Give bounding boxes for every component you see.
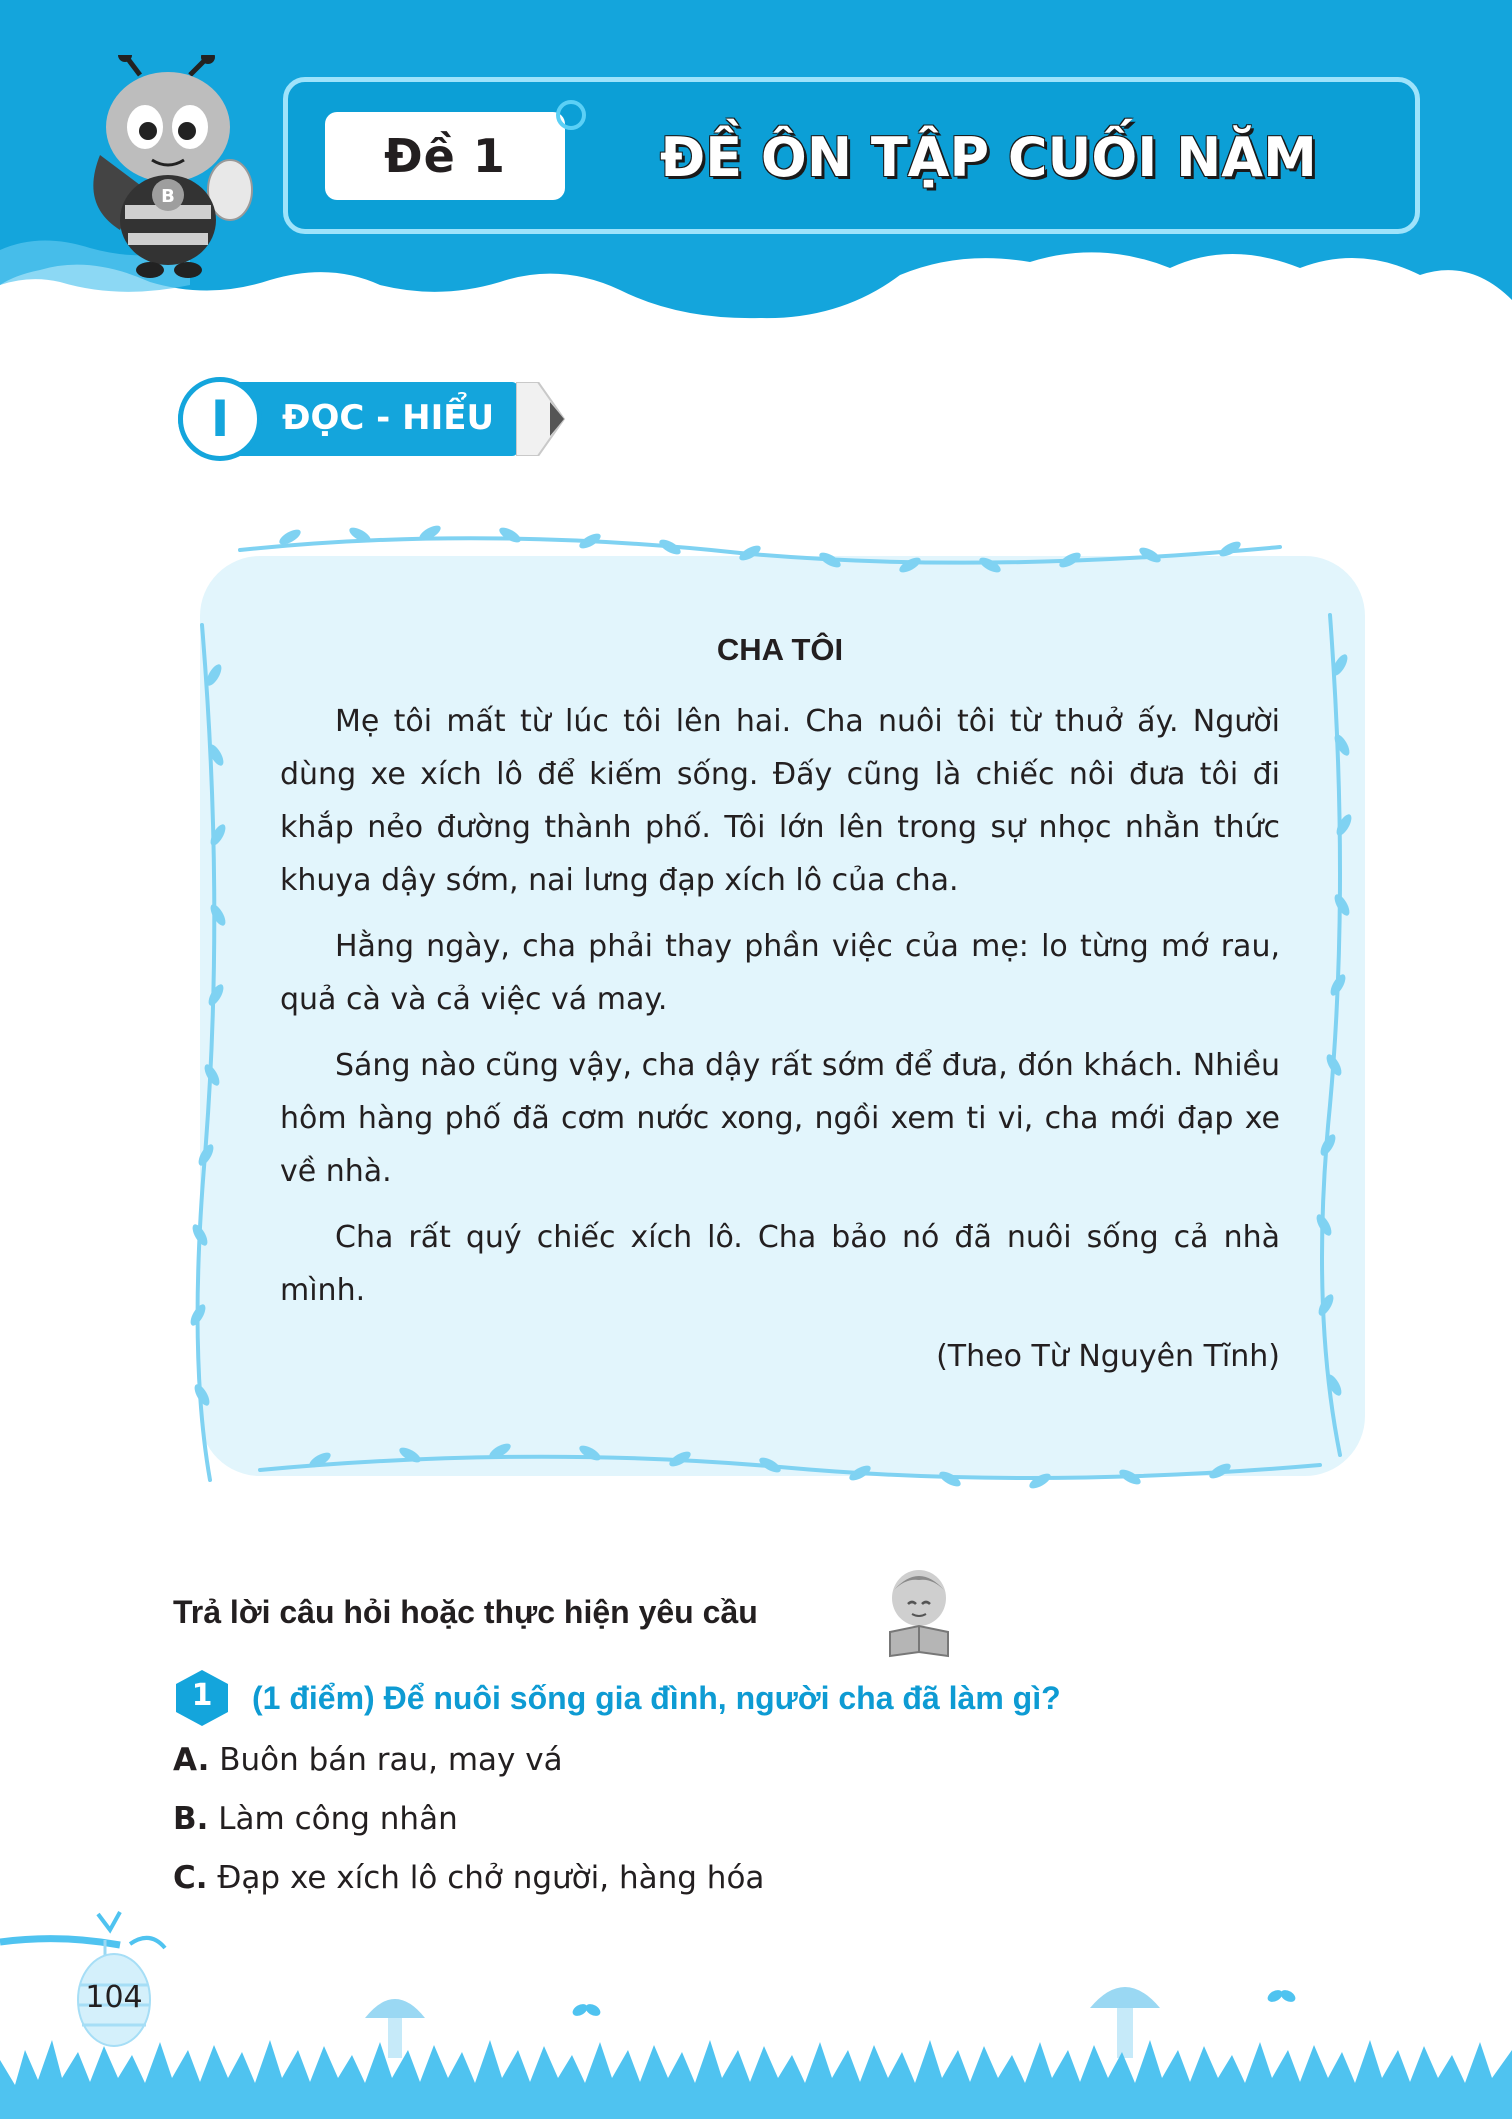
passage-paragraph-3: Sáng nào cũng vậy, cha dậy rất sớm để đưa, đón khách. Nhiều hôm hàng phố đã cơm nước xong, ngồi xem ti vi, cha mới đạp xe về nhà. [280, 1048, 1280, 1189]
exam-number: Đề 1 [384, 129, 506, 183]
tag-ring-icon [556, 100, 586, 130]
beehive-icon [78, 1912, 165, 2046]
passage-source: (Theo Từ Nguyên Tĩnh) [936, 1339, 1280, 1374]
passage-paragraph-4: Cha rất quý chiếc xích lô. Cha bảo nó đã nuôi sống cả nhà mình. [280, 1220, 1280, 1308]
grass-footer-decoration [0, 1900, 1512, 2119]
butterfly-icon [571, 2002, 603, 2019]
questions-instruction: Trả lời câu hỏi hoặc thực hiện yêu cầu [173, 1594, 758, 1630]
option-letter: B. [173, 1801, 209, 1837]
mushroom-icon [365, 1999, 425, 2058]
option-text: Làm công nhân [218, 1801, 458, 1837]
pencil-tip-icon [516, 382, 566, 456]
answer-option-a[interactable] [173, 1742, 563, 1778]
svg-text:B: B [161, 186, 175, 207]
section-label: ĐỌC - HIỂU [282, 398, 495, 438]
option-text: Đạp xe xích lô chở người, hàng hóa [217, 1860, 765, 1896]
page-number: 104 [85, 1980, 143, 2015]
question-number: 1 [191, 1678, 213, 1713]
reading-boy-icon [882, 1560, 957, 1660]
section-number-badge [178, 377, 262, 461]
passage-title: CHA TÔI [716, 632, 844, 667]
section-number: I [210, 390, 230, 448]
bee-mascot-icon [80, 55, 255, 280]
exam-title: ĐỀ ÔN TẬP CUỐI NĂM [660, 126, 1317, 189]
butterfly-icon [1266, 1988, 1298, 2005]
exam-number-tag [325, 112, 565, 200]
option-letter: C. [173, 1860, 208, 1896]
option-letter: A. [173, 1742, 210, 1778]
answer-option-b[interactable] [173, 1801, 458, 1837]
answer-option-c[interactable] [173, 1860, 764, 1896]
passage-paragraph-1: Mẹ tôi mất từ lúc tôi lên hai. Cha nuôi tôi từ thuở ấy. Người dùng xe xích lô để kiếm sống. Đấy cũng là chiếc nôi đưa tôi đi khắp nẻo đường thành phố. Tôi lớn lên trong sự nhọc nhằn thức khuya dậy sớm, nai lưng đạp xích lô của cha. [280, 704, 1280, 898]
passage-paragraph-2: Hằng ngày, cha phải thay phần việc của mẹ: lo từng mớ rau, quả cà và cả việc vá may. [280, 929, 1280, 1017]
question-text: (1 điểm) Để nuôi sống gia đình, người cha đã làm gì? [252, 1680, 1061, 1716]
option-text: Buôn bán rau, may vá [219, 1742, 563, 1778]
